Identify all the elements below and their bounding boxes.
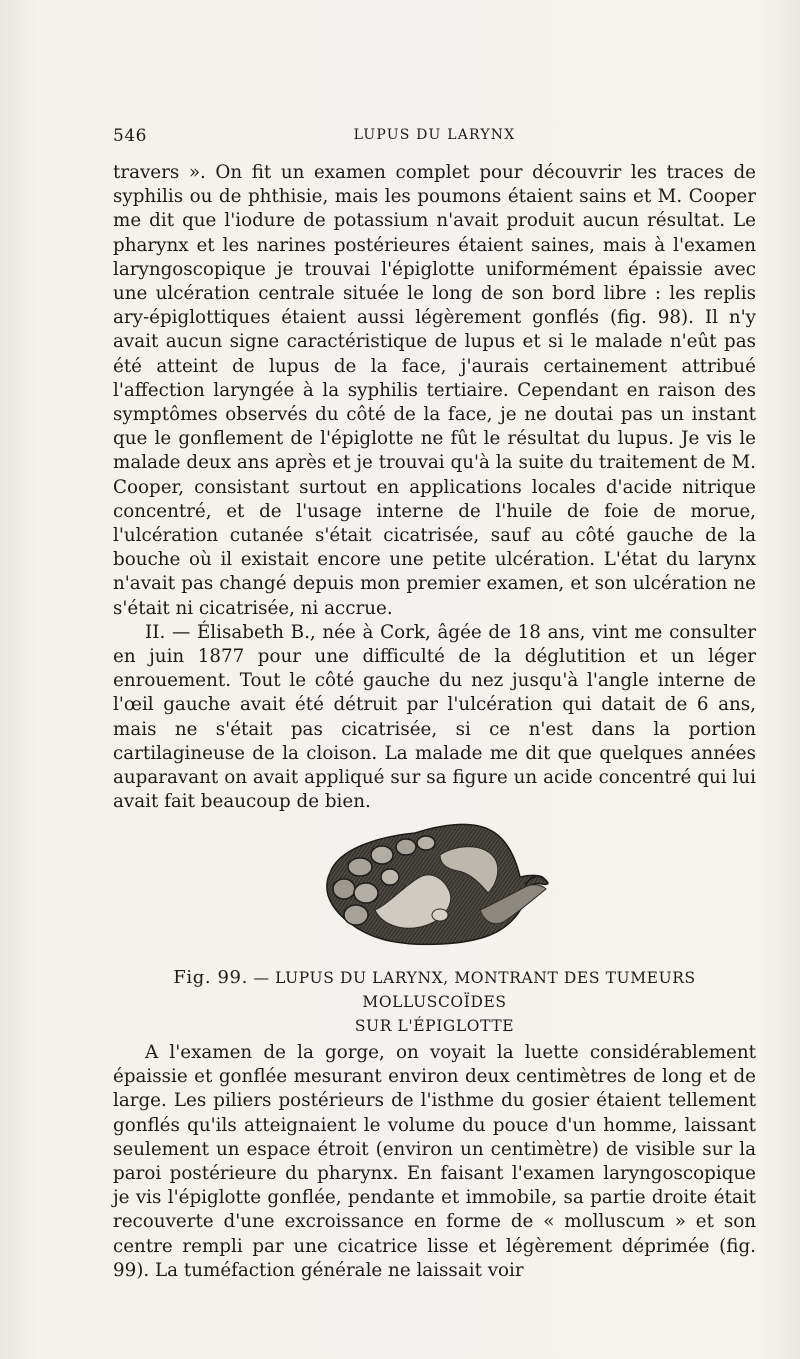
caption-title: LUPUS DU LARYNX, MONTRANT DES TUMEURS MOLLUSCOÏDES bbox=[275, 969, 696, 1011]
caption-line-2: SUR L'ÉPIGLOTTE bbox=[354, 1017, 515, 1035]
figure-label: Fig. 99. bbox=[173, 967, 248, 988]
paragraph-examination: A l'examen de la gorge, on voyait la luette considérablement épaissie et gonflée mesurant environ deux centimètres de long et de large. Les piliers postérieurs de l'isthme du gosier étaient tellement gonflés qu'ils atteignaient le volume du pouce d'un homme, laissant seulement un espace étroit (environ un centimètre) de visible sur la paroi postérieure du pharynx. En faisant l'examen laryngoscopique je vis l'épiglotte gonflée, pendante et immobile, sa partie droite était recouverte d'une excroissance en forme de « molluscum » et son centre rempli par une cicatrice lisse et légèrement déprimée (fig. 99). La tuméfaction générale ne laissait voir bbox=[113, 1042, 756, 1281]
running-title: LUPUS DU LARYNX bbox=[353, 127, 516, 143]
caption-line-1 bbox=[113, 966, 756, 1014]
body-text-bottom bbox=[113, 1041, 756, 1283]
caption-dash: — bbox=[253, 969, 270, 987]
epiglottis-engraving bbox=[320, 815, 550, 955]
paragraph-case-continuation: travers ». On fit un examen complet pour découvrir les traces de syphilis ou de phthisie, mais les poumons étaient sains et M. Cooper me dit que l'iodure de potassium n'avait produit aucun résultat. Le pharynx et les narines postérieures étaient saines, mais à l'examen laryngoscopique je trouvai l'épiglotte uniformément épaissie avec une ulcération centrale située le long de son bord libre : les replis ary-épiglottiques étaient aussi légèrement gonflés (fig. 98). Il n'y avait aucun signe caractéristique de lupus et si le malade n'eût pas été atteint de lupus de la face, j'aurais certainement attribué l'affection laryngée à la syphilis tertiaire. Cependant en raison des symptômes observés du côté de la face, je ne doutai pas un instant que le gonflement de l'épiglotte ne fût le résultat du lupus. Je vis le malade deux ans après et je trouvai qu'à la suite du traitement de M. Cooper, consistant surtout en applications locales d'acide nitrique concentré, et de l'usage interne de l'huile de foie de morue, l'ulcération cutanée s'était cicatrisée, sauf au côté gauche de la bouche où il existait encore une petite ulcération. L'état du larynx n'avait pas changé depuis mon premier examen, et son ulcération ne s'était ni cicatrisée, ni accrue. bbox=[113, 162, 756, 619]
page-number: 546 bbox=[113, 126, 147, 146]
paragraph-case-ii: II. — Élisabeth B., née à Cork, âgée de 18 ans, vint me consulter en juin 1877 pour une difficulté de la déglutition et un léger enrouement. Tout le côté gauche du nez jusqu'à l'angle interne de l'œil gauche avait été détruit par l'ulcération qui datait de 6 ans, mais ne s'était pas cicatrisée, si ce n'est dans la portion cartilagineuse de la cloison. La malade me dit que quelques années auparavant on avait appliqué sur sa figure un acide concentré qui lui avait fait beaucoup de bien. bbox=[113, 621, 756, 813]
body-text-top bbox=[113, 161, 756, 814]
page-header bbox=[113, 126, 756, 148]
figure-caption bbox=[113, 966, 756, 1038]
figure-epiglottis-illustration bbox=[320, 815, 550, 955]
